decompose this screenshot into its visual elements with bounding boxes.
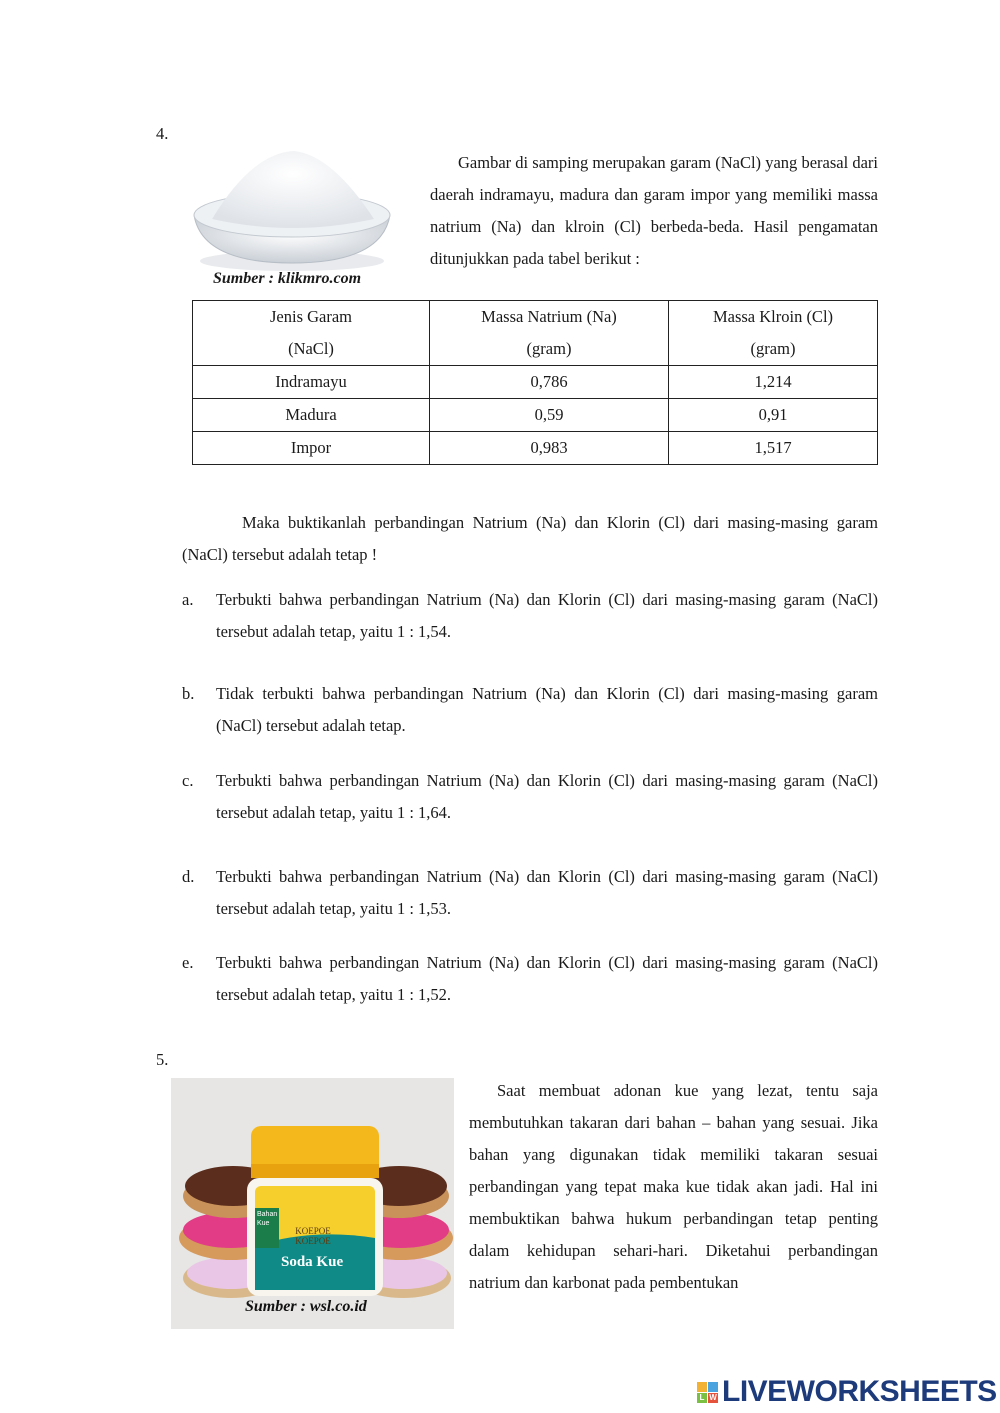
logo-tiles-icon: L W xyxy=(697,1382,718,1403)
option-text: Terbukti bahwa perbandingan Natrium (Na) dan Klorin (Cl) dari masing-masing garam (NaCl) tersebut adalah tetap, yaitu 1 : 1,52. xyxy=(216,953,878,1004)
table-row xyxy=(193,399,878,432)
answer-option-d[interactable] xyxy=(182,861,878,925)
option-text: Tidak terbukti bahwa perbandingan Natrium (Na) dan Klorin (Cl) dari masing-masing garam (NaCl) tersebut adalah tetap. xyxy=(216,684,878,735)
table-cell: 0,786 xyxy=(430,366,669,399)
table-cell: 0,983 xyxy=(430,432,669,465)
option-letter: c. xyxy=(182,771,194,790)
column-header-sodium-mass: Massa Natrium (Na) (gram) xyxy=(430,301,669,366)
observation-table xyxy=(192,300,878,465)
answer-option-e[interactable] xyxy=(182,947,878,1011)
table-cell: 1,517 xyxy=(669,432,878,465)
product-name: Soda Kue xyxy=(281,1254,344,1270)
option-letter: b. xyxy=(182,684,195,703)
liveworksheets-logo xyxy=(697,1376,997,1408)
product-side-label: Bahan Kue xyxy=(257,1211,278,1227)
table-cell: 1,214 xyxy=(669,366,878,399)
image-source-caption: Sumber : klikmro.com xyxy=(213,270,362,287)
option-text: Terbukti bahwa perbandingan Natrium (Na) dan Klorin (Cl) dari masing-masing garam (NaCl) tersebut adalah tetap, yaitu 1 : 1,64. xyxy=(216,771,878,822)
answer-option-c[interactable] xyxy=(182,765,878,829)
salt-bowl-image xyxy=(182,145,402,273)
option-letter: e. xyxy=(182,953,194,972)
soda-kue-image xyxy=(171,1078,454,1329)
answer-option-b[interactable] xyxy=(182,678,878,742)
table-cell: Madura xyxy=(193,399,430,432)
logo-text: LIVEWORKSHEETS xyxy=(722,1375,997,1408)
question-4-intro: Gambar di samping merupakan garam (NaCl) yang berasal dari daerah indramayu, madura dan garam impor yang memiliki massa natrium (Na) dan klroin (Cl) berbeda-beda. Hasil pengamatan ditunjukkan pada tabel berikut : xyxy=(430,153,878,268)
option-text: Terbukti bahwa perbandingan Natrium (Na) dan Klorin (Cl) dari masing-masing garam (NaCl) tersebut adalah tetap, yaitu 1 : 1,53. xyxy=(216,867,878,918)
donut-stack-illustration xyxy=(171,1078,454,1329)
table-cell: 0,59 xyxy=(430,399,669,432)
table-header-row xyxy=(193,301,878,366)
column-header-salt-type: Jenis Garam (NaCl) xyxy=(193,301,430,366)
option-letter: a. xyxy=(182,590,194,609)
table-row xyxy=(193,432,878,465)
option-text: Terbukti bahwa perbandingan Natrium (Na) dan Klorin (Cl) dari masing-masing garam (NaCl) tersebut adalah tetap, yaitu 1 : 1,54. xyxy=(216,590,878,641)
question-4-prompt: Maka buktikanlah perbandingan Natrium (Na) dan Klorin (Cl) dari masing-masing garam (NaCl) tersebut adalah tetap ! xyxy=(182,513,878,564)
table-cell: Impor xyxy=(193,432,430,465)
image-source-caption: Sumber : wsl.co.id xyxy=(245,1298,367,1315)
question-5-number: 5. xyxy=(156,1050,169,1069)
question-4-number: 4. xyxy=(156,124,169,143)
option-letter: d. xyxy=(182,867,195,886)
question-5-intro: Saat membuat adonan kue yang lezat, tentu saja membutuhkan takaran dari bahan – bahan yang sesuai. Jika bahan yang digunakan tidak memiliki takaran sesuai perbandingan yang tepat maka kue tidak akan jadi. Hal ini membuktikan bahwa hukum perbandingan tetap penting dalam kehidupan sehari-hari. Diketahui perbandingan natrium dan karbonat pada pembentukan xyxy=(469,1081,878,1292)
salt-bowl-illustration xyxy=(182,145,402,273)
brand-label: KOEPOE KOEPOE xyxy=(295,1226,331,1246)
table-cell: Indramayu xyxy=(193,366,430,399)
column-header-chlorine-mass: Massa Klroin (Cl) (gram) xyxy=(669,301,878,366)
table-cell: 0,91 xyxy=(669,399,878,432)
answer-option-a[interactable] xyxy=(182,584,878,648)
table-row xyxy=(193,366,878,399)
